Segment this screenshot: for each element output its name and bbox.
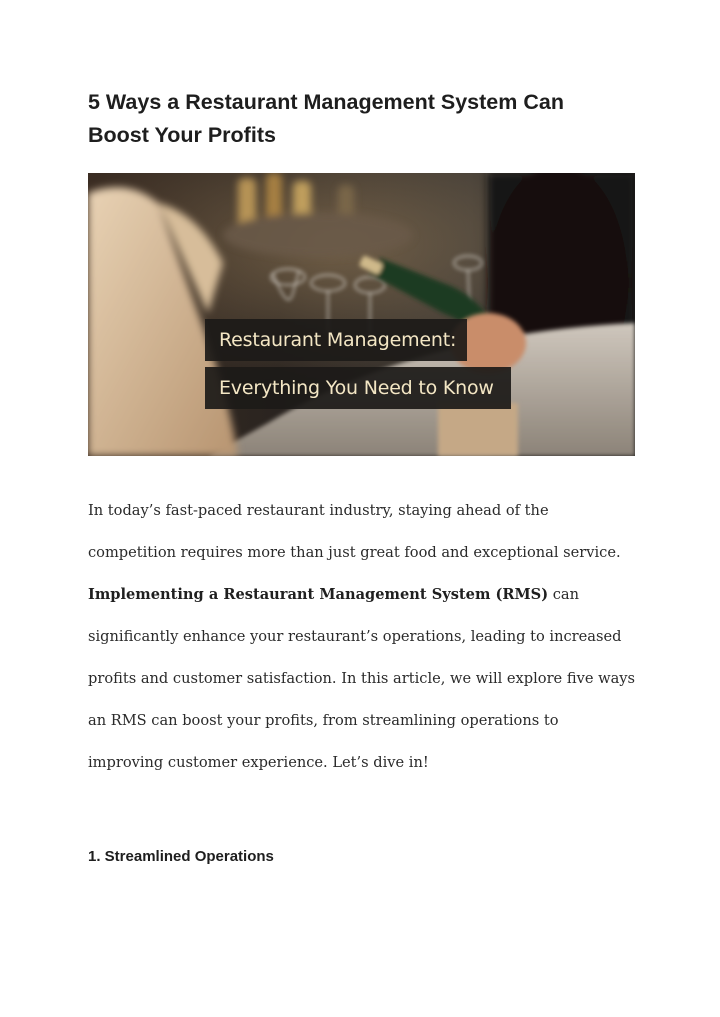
article-title-line-1: 5 Ways a Restaurant Management System Can <box>88 90 564 114</box>
intro-line-1: In today’s fast-paced restaurant industry, staying ahead of the <box>88 502 549 519</box>
intro-line-4: significantly enhance your restaurant’s operations, leading to increased <box>88 628 622 645</box>
hero-banner-line-2: Everything You Need to Know <box>205 367 511 409</box>
intro-paragraph <box>88 490 648 784</box>
intro-line-3-rest: can <box>548 586 580 603</box>
hero-image <box>88 173 635 456</box>
intro-line-5: profits and customer satisfaction. In this article, we will explore five ways <box>88 670 636 687</box>
intro-line-3 <box>88 574 648 616</box>
rms-emphasis: Implementing a Restaurant Management System (RMS) <box>88 586 549 603</box>
article-title-line-2: Boost Your Profits <box>88 123 276 147</box>
hero-banner-line-1: Restaurant Management: <box>205 319 467 361</box>
hero-photo-illustration <box>88 173 635 456</box>
intro-line-7: improving customer experience. Let’s dive in! <box>88 754 429 771</box>
intro-line-2: competition requires more than just great food and exceptional service. <box>88 544 621 561</box>
intro-line-6: an RMS can boost your profits, from streamlining operations to <box>88 712 559 729</box>
article-title <box>88 86 648 152</box>
section-heading-streamlined-operations: 1. Streamlined Operations <box>88 848 274 865</box>
